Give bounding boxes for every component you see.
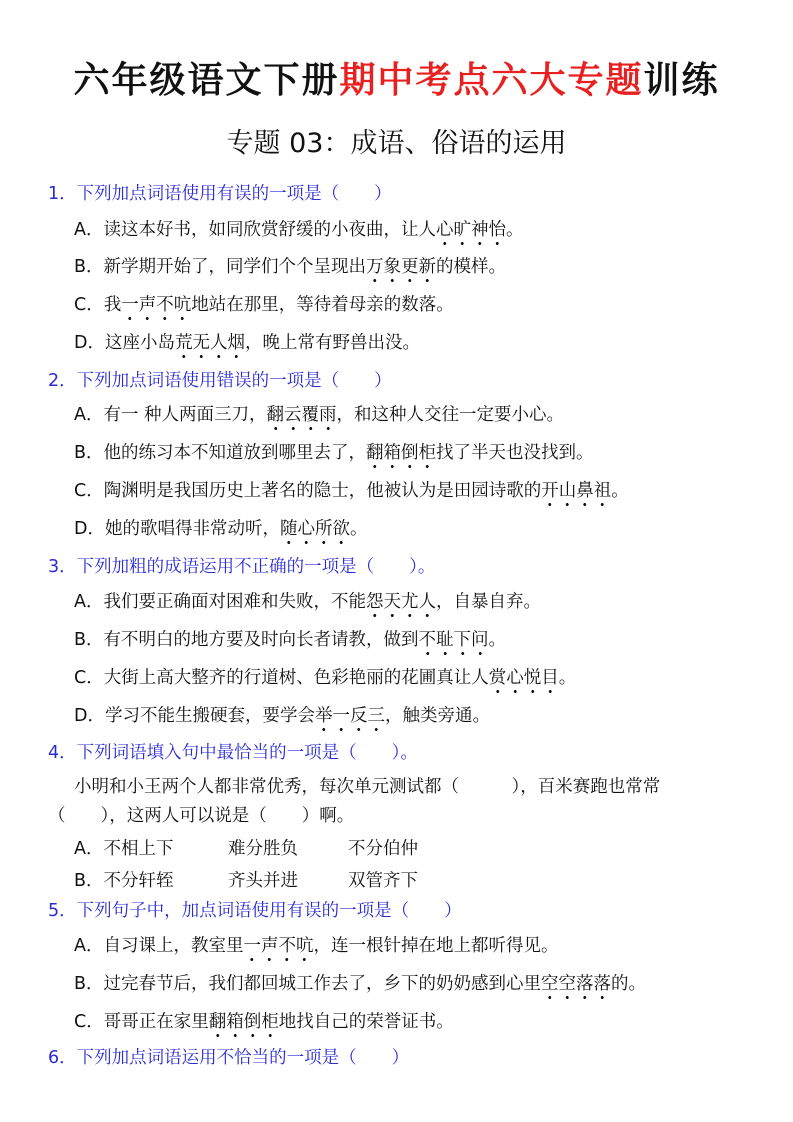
question-4-option-b: B．不分轩轾 齐头并进 双管齐下 xyxy=(74,871,418,891)
title-part1: 六年级语文下册 xyxy=(73,60,340,101)
question-2-option-a: A．有一 种人两面三刀，翻云覆雨，和这种人交往一定要小心。 xyxy=(74,401,564,426)
question-3-option-c: C．大街上高大整齐的行道树、色彩艳丽的花圃真让人赏心悦目。 xyxy=(74,664,576,689)
page-subtitle: 专题 03：成语、俗语的运用 xyxy=(226,128,567,159)
page-title xyxy=(0,52,793,103)
question-2-option-b: B．他的练习本不知道放到哪里去了，翻箱倒柜找了半天也没找到。 xyxy=(74,439,594,464)
title-highlight: 期中考点六大专题 xyxy=(339,60,644,101)
question-2-option-c: C．陶渊明是我国历史上著名的隐士，他被认为是田园诗歌的开山鼻祖。 xyxy=(74,477,629,502)
question-1-option-a: A．读这本好书，如同欣赏舒缓的小夜曲，让人心旷神怡。 xyxy=(74,216,523,241)
title-part2: 训练 xyxy=(643,60,720,101)
question-3-option-b: B．有不明白的地方要及时向长者请教，做到不耻下问。 xyxy=(74,626,506,651)
question-6-stem: 6．下列加点词语运用不恰当的一项是（ ） xyxy=(48,1048,410,1068)
question-4-passage-line2: （ ），这两人可以说是（ ）啊。 xyxy=(48,806,355,826)
question-1-stem: 1．下列加点词语使用有误的一项是（ ） xyxy=(48,184,392,204)
question-1-option-c: C．我一声不吭地站在那里，等待着母亲的数落。 xyxy=(74,291,454,316)
question-1-option-b: B．新学期开始了，同学们个个呈现出万象更新的模样。 xyxy=(74,253,506,278)
question-2-option-d: D．她的歌唱得非常动听，随心所欲。 xyxy=(74,515,367,540)
question-5-option-a: A．自习课上，教室里一声不吭，连一根针掉在地上都听得见。 xyxy=(74,932,558,957)
question-4-stem: 4．下列词语填入句中最恰当的一项是（ ）。 xyxy=(48,743,418,763)
question-5-option-c: C．哥哥正在家里翻箱倒柜地找自己的荣誉证书。 xyxy=(74,1008,454,1033)
question-5-option-b: B．过完春节后，我们都回城工作去了，乡下的奶奶感到心里空空落落的。 xyxy=(74,970,646,995)
question-3-option-d: D．学习不能生搬硬套，要学会举一反三，触类旁通。 xyxy=(74,702,490,727)
question-4-option-a: A．不相上下 难分胜负 不分伯仲 xyxy=(74,839,418,859)
question-4-passage-line1: 小明和小王两个人都非常优秀，每次单元测试都（ ），百米赛跑也常常 xyxy=(74,777,661,797)
question-3-option-a: A．我们要正确面对困难和失败，不能怨天尤人，自暴自弃。 xyxy=(74,588,541,613)
question-1-option-d: D．这座小岛荒无人烟，晚上常有野兽出没。 xyxy=(74,329,420,354)
question-3-stem: 3．下列加粗的成语运用不正确的一项是（ ）。 xyxy=(48,557,436,577)
question-5-stem: 5．下列句子中，加点词语使用有误的一项是（ ） xyxy=(48,901,462,921)
question-2-stem: 2．下列加点词语使用错误的一项是（ ） xyxy=(48,371,392,391)
